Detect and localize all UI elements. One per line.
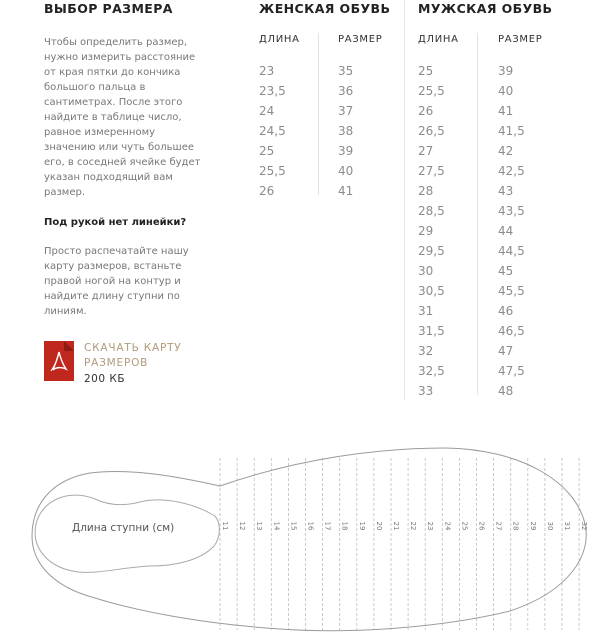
women-length-value: 25,5 [259,164,286,178]
women-size-value: 35 [338,64,354,78]
women-size-value: 36 [338,84,354,98]
men-size-value: 48 [498,384,514,398]
men-size-value: 46,5 [498,324,525,338]
foot-outline [0,436,607,644]
men-length-value: 27 [418,144,434,158]
men-length-value: 30,5 [418,284,445,298]
men-length-value: 31,5 [418,324,445,338]
tick-label: 30 [545,521,554,531]
tick-label: 12 [238,521,247,531]
men-size-value: 41 [498,104,514,118]
intro-section [44,0,204,387]
women-size-value: 38 [338,124,354,138]
tick-label: 22 [409,521,418,531]
women-size-value: 37 [338,104,354,118]
measure-lines [220,458,579,630]
no-ruler-heading: Под рукой нет линейки? [44,217,187,228]
men-length-value: 26 [418,104,434,118]
men-title: МУЖСКАЯ ОБУВЬ [418,1,553,16]
men-length-value: 33 [418,384,434,398]
foot-contour [32,448,589,631]
tick-label: 14 [272,521,281,531]
men-size-value: 39 [498,64,514,78]
men-length-value: 25 [418,64,434,78]
women-title: ЖЕНСКАЯ ОБУВЬ [259,1,391,16]
women-length-list [259,61,300,201]
men-length-value: 29 [418,224,434,238]
tick-label: 17 [323,521,332,531]
download-size-chart[interactable] [44,341,204,387]
men-size-list [498,61,542,401]
women-length-header: ДЛИНА [259,34,300,45]
men-size-value: 45 [498,264,514,278]
women-length-value: 26 [259,184,275,198]
tick-label: 13 [255,521,264,531]
tick-label: 24 [443,521,452,531]
tick-label: 23 [426,521,435,531]
tick-label: 21 [392,521,400,531]
men-size-value: 43,5 [498,204,525,218]
women-size-value: 41 [338,184,354,198]
men-length-value: 32 [418,344,434,358]
intro-text: Чтобы определить размер, нужно измерить расстояние от края пятки до кончика большого пальца в сантиметрах. После этого найдите в таблице число, равное измеренному значению или чуть большее его, в соседней ячейке будет указан подходящий вам размер. [44,37,201,198]
men-length-value: 31 [418,304,434,318]
men-size-value: 44,5 [498,244,525,258]
men-length-value: 28 [418,184,434,198]
men-size-column [498,33,542,401]
download-link[interactable]: СКАЧАТЬ КАРТУ РАЗМЕРОВ [84,342,182,369]
men-length-value: 32,5 [418,364,445,378]
print-instructions: Просто распечатайте нашу карту размеров, встаньте правой ногой на контур и найдите длину ступни по линиям. [44,246,189,317]
file-size: 200 КБ [84,373,126,385]
tick-labels [221,522,588,531]
tick-label: 26 [477,521,486,531]
men-size-value: 43 [498,184,514,198]
men-size-value: 45,5 [498,284,525,298]
foot-length-label: Длина ступни (см) [72,522,175,534]
tick-label: 32 [580,521,589,531]
women-size-list [338,61,382,201]
tick-label: 18 [340,521,349,531]
tick-label: 15 [289,521,298,531]
men-size-value: 44 [498,224,514,238]
women-size-header: РАЗМЕР [338,34,383,45]
tick-label: 20 [374,521,383,531]
foot-size-chart [0,436,607,644]
men-length-value: 26,5 [418,124,445,138]
intro-title: ВЫБОР РАЗМЕРА [44,1,173,16]
men-size-header: РАЗМЕР [498,34,543,45]
men-length-list [418,61,459,401]
men-length-value: 29,5 [418,244,445,258]
men-size-value: 42,5 [498,164,525,178]
men-size-value: 40 [498,84,514,98]
tick-label: 31 [563,521,571,531]
tick-label: 29 [528,521,537,531]
women-length-value: 24,5 [259,124,286,138]
men-length-header: ДЛИНА [418,34,459,45]
women-length-column [259,33,300,201]
men-size-value: 47 [498,344,514,358]
men-column-divider [477,33,478,395]
tick-label: 11 [221,521,229,531]
men-size-value: 41,5 [498,124,525,138]
men-size-value: 46 [498,304,514,318]
tick-label: 16 [306,521,315,531]
section-divider [404,0,405,400]
tick-label: 27 [494,521,503,531]
women-size-column [338,33,382,201]
women-length-value: 23 [259,64,275,78]
men-size-value: 42 [498,144,514,158]
women-length-value: 23,5 [259,84,286,98]
pdf-file-icon[interactable] [44,341,74,381]
men-length-value: 25,5 [418,84,445,98]
women-size-value: 40 [338,164,354,178]
men-length-value: 30 [418,264,434,278]
tick-label: 19 [357,521,366,531]
women-column-divider [318,33,319,195]
men-size-value: 47,5 [498,364,525,378]
men-length-column [418,33,459,401]
women-size-value: 39 [338,144,354,158]
men-length-value: 28,5 [418,204,445,218]
tick-label: 25 [460,521,469,531]
women-length-value: 24 [259,104,275,118]
men-length-value: 27,5 [418,164,445,178]
tick-label: 28 [511,521,520,531]
women-length-value: 25 [259,144,275,158]
